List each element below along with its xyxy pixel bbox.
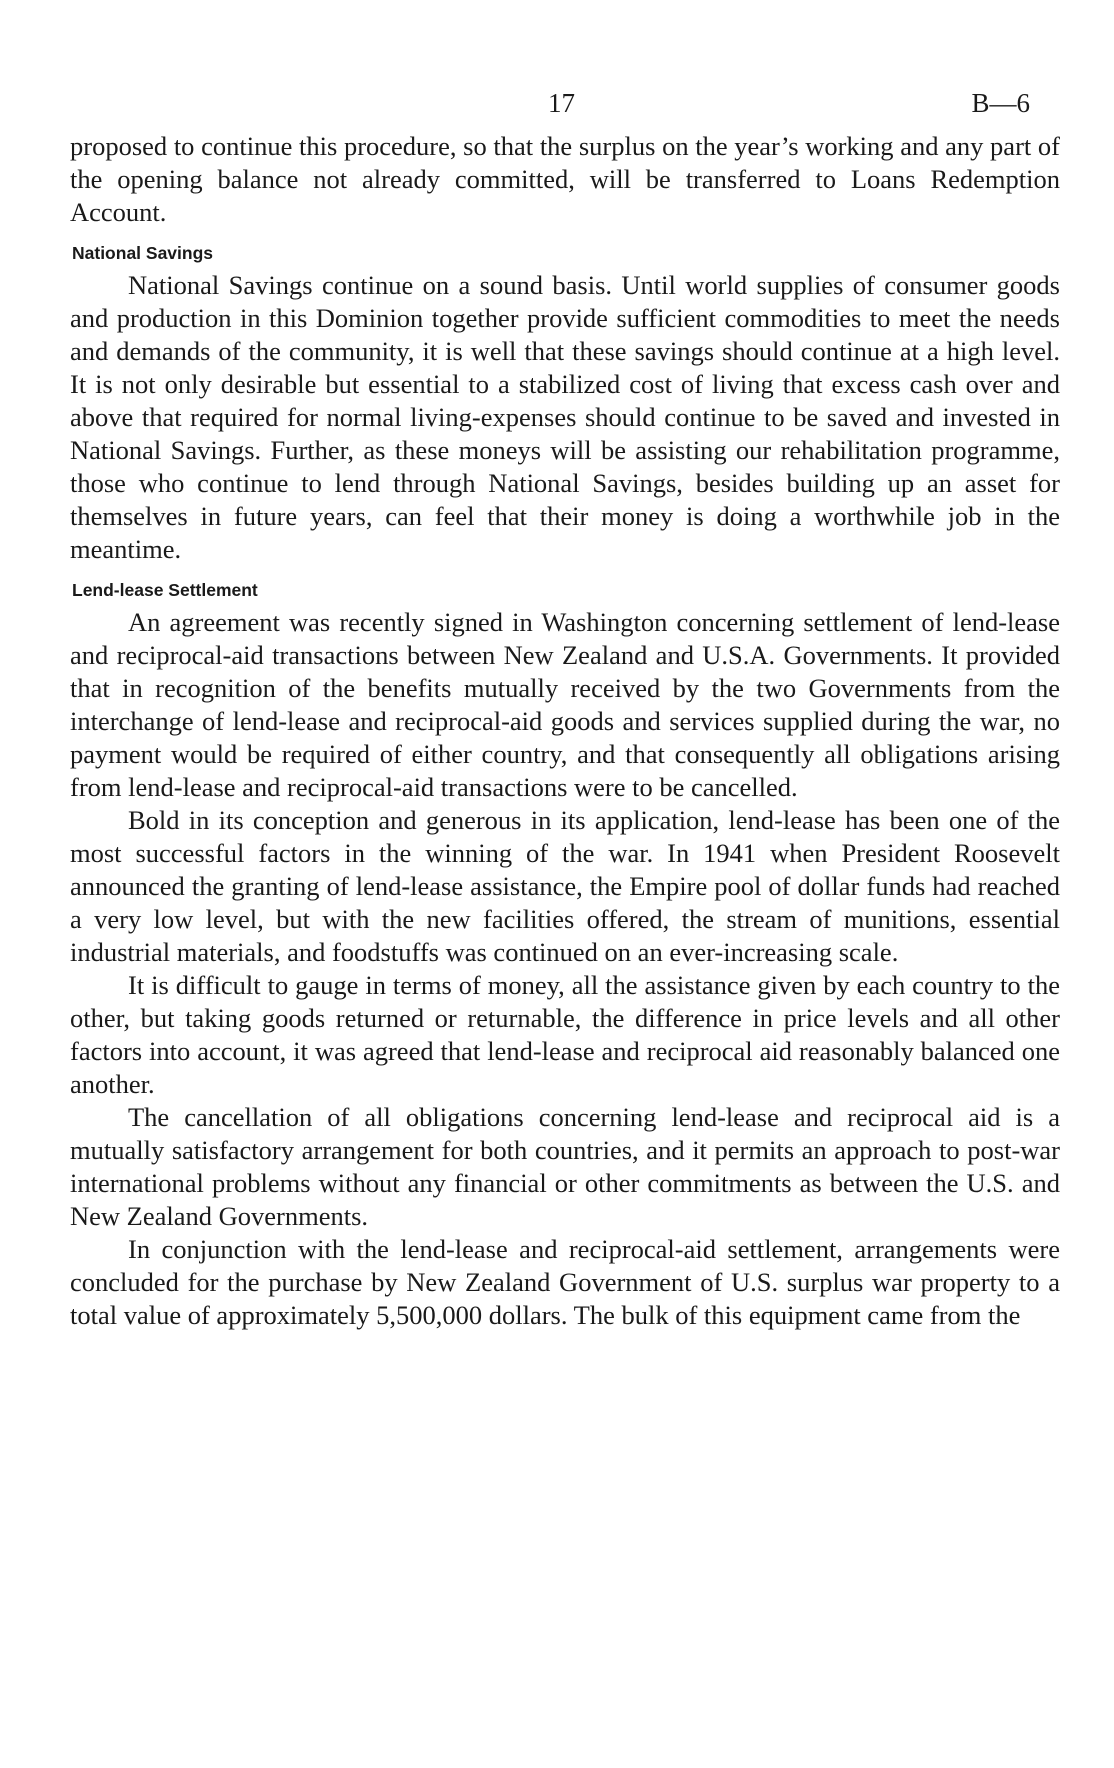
intro-paragraph: proposed to continue this procedure, so that the surplus on the year’s working and any part of the opening balance not already committed, will be transferred to Loans Redemption Account. — [70, 131, 1060, 227]
section-heading-national-savings: National Savings — [72, 243, 214, 263]
lend-lease-paragraph-2: Bold in its conception and generous in its application, lend-lease has been one of the most successful factors in the winning of the war. In 1941 when President Roosevelt announced the granting of lend-lease assistance, the Empire pool of dollar funds had reached a very low level, but with the new facilities offered, the stream of munitions, essential industrial materials, and foodstuffs was continued on an ever-increasing scale. — [70, 805, 1060, 967]
lend-lease-paragraph-1: An agreement was recently signed in Washington concerning settlement of lend-lease and reciprocal-aid transactions between New Zealand and U.S.A. Governments. It provided that in recognition of the benefits mutually received by the two Governments from the interchange of lend-lease and reciprocal-aid goods and services supplied during the war, no payment would be required of either country, and that consequently all obligations arising from lend-lease and reciprocal-aid transactions were to be cancelled. — [70, 607, 1060, 802]
lend-lease-paragraph-4: The cancellation of all obligations concerning lend-lease and reciprocal aid is a mutually satisfactory arrangement for both countries, and it permits an approach to post-war international problems without any financial or other commitments as between the U.S. and New Zealand Governments. — [70, 1102, 1060, 1231]
section-heading-lend-lease-settlement: Lend-lease Settlement — [72, 580, 258, 600]
document-page — [70, 80, 1060, 1332]
running-header — [70, 80, 1060, 130]
document-reference: B—6 — [971, 88, 1030, 118]
lend-lease-paragraph-3: It is difficult to gauge in terms of money, all the assistance given by each country to the other, but taking goods returned or returnable, the difference in price levels and all other factors into account, it was agreed that lend-lease and reciprocal aid reasonably balanced one another. — [70, 970, 1060, 1099]
national-savings-paragraph: National Savings continue on a sound basis. Until world supplies of consumer goods and production in this Dominion together provide sufficient commodities to meet the needs and demands of the community, it is well that these savings should continue at a high level. It is not only desirable but essential to a stabilized cost of living that excess cash over and above that required for normal living-expenses should continue to be saved and invested in National Savings. Further, as these moneys will be assisting our rehabilitation programme, those who continue to lend through National Savings, besides building up an asset for themselves in future years, can feel that their money is doing a worthwhile job in the meantime. — [70, 270, 1060, 564]
lend-lease-paragraph-5: In conjunction with the lend-lease and reciprocal-aid settlement, arrangements were concluded for the purchase by New Zealand Government of U.S. surplus war property to a total value of approximately 5,500,000 dollars. The bulk of this equipment came from the — [70, 1234, 1060, 1330]
page-number: 17 — [548, 88, 575, 118]
